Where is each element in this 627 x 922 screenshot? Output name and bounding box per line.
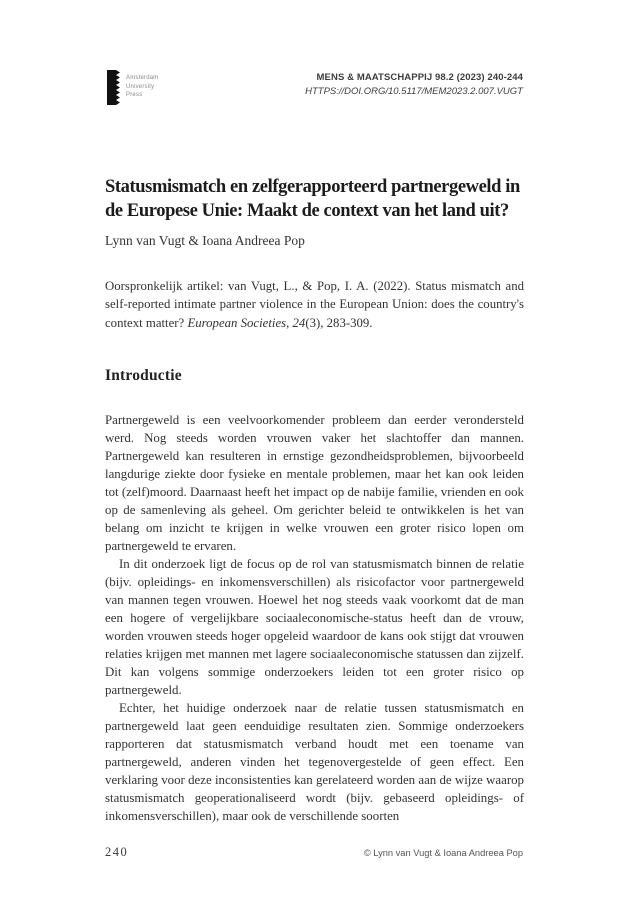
body-paragraph-3: Echter, het huidige onderzoek naar de relatie tussen statusmismatch en partnergeweld laat geen eenduidige resultaten zien. Sommige onderzoekers rapporteren dat statusmismatch verband houdt met een toename van partnergeweld, anderen vinden het tegenovergestelde of geen effect. Een verklaring voor deze inconsistenties kan gerelateerd worden aan de wijze waarop statusmismatch geoperationaliseerd wordt (bijv. gebaseerd opleidings- of inkomensverschillen), maar ook de verschillende soorten: [105, 701, 524, 823]
section-heading-introductie: Introductie: [105, 367, 182, 384]
publisher-name-line: Press: [126, 92, 143, 98]
article-title-line-1: Statusmismatch en zelfgerapporteerd partnergeweld in: [105, 177, 520, 197]
aup-logo-icon: [107, 70, 121, 105]
article-title: [105, 176, 520, 223]
article-title-line-2: de Europese Unie: Maakt de context van het land uit?: [105, 200, 509, 221]
body-paragraph-1: Partnergeweld is een veelvoorkomender probleem dan eerder verondersteld werd. Nog steeds worden vrouwen vaker het slachtoffer dan mannen. Partnergeweld kan resulteren in ernstige gezondheidsproblemen, bijvoorbeeld langdurige ziekte door fysieke en mentale problemen, maar het kan ook leiden tot (zelf)moord. Daarnaast heeft het impact op de nabije familie, vrienden en ook op de samenleving als geheel. Om gerichter beleid te ontwikkelen is het van belang om inzicht te krijgen in welke vrouwen een groter risico lopen om partnergeweld te ervaren.: [105, 413, 524, 553]
citation-pages: (3), 283-309.: [305, 315, 373, 330]
publisher-name-line: Amsterdam: [126, 75, 159, 81]
body-paragraph-2: In dit onderzoek ligt de focus op de rol van statusmismatch binnen de relatie (bijv. opleidings- en inkomensverschillen) als risicofactor voor partnergeweld van mannen tegen vrouwen. Hoewel het nog steeds vaak voorkomt dat de man een hogere of vergelijkbare sociaaleconomische-status heeft dan de vrouw, worden vrouwen steeds hoger opgeleid waardoor de kans ook stijgt dat vrouwen relaties krijgen met mannen met lagere sociaaleconomische statussen dan zijzelf. Dit kan volgens sommige onderzoekers leiden tot een groter risico op partnergeweld.: [105, 557, 524, 697]
journal-reference: [305, 71, 523, 99]
citation-volume: 24: [292, 315, 306, 330]
citation-journal-name: European Societies: [187, 315, 287, 330]
publisher-name: [126, 70, 158, 100]
citation-text: Oorspronkelijk artikel: van Vugt, L., & Pop, I. A. (2022). Status mismatch and self-reported intimate partner violence in the European Union: does the country's context matter?: [105, 279, 524, 330]
citation-separator: ,: [286, 315, 293, 330]
copyright-notice: © Lynn van Vugt & Ioana Andreea Pop: [363, 848, 523, 858]
journal-issue-line: MENS & MAATSCHAPPIJ 98.2 (2023) 240-244: [316, 72, 523, 83]
doi-line: HTTPS://DOI.ORG/10.5117/MEM2023.2.007.VUGT: [305, 86, 523, 97]
article-body: [105, 411, 524, 825]
publisher-logo: [107, 70, 158, 105]
publisher-name-line: University: [126, 83, 155, 90]
original-citation: [105, 277, 524, 332]
page-number: 240: [105, 845, 129, 859]
page-footer: [105, 845, 523, 860]
article-authors: Lynn van Vugt & Ioana Andreea Pop: [105, 233, 305, 248]
